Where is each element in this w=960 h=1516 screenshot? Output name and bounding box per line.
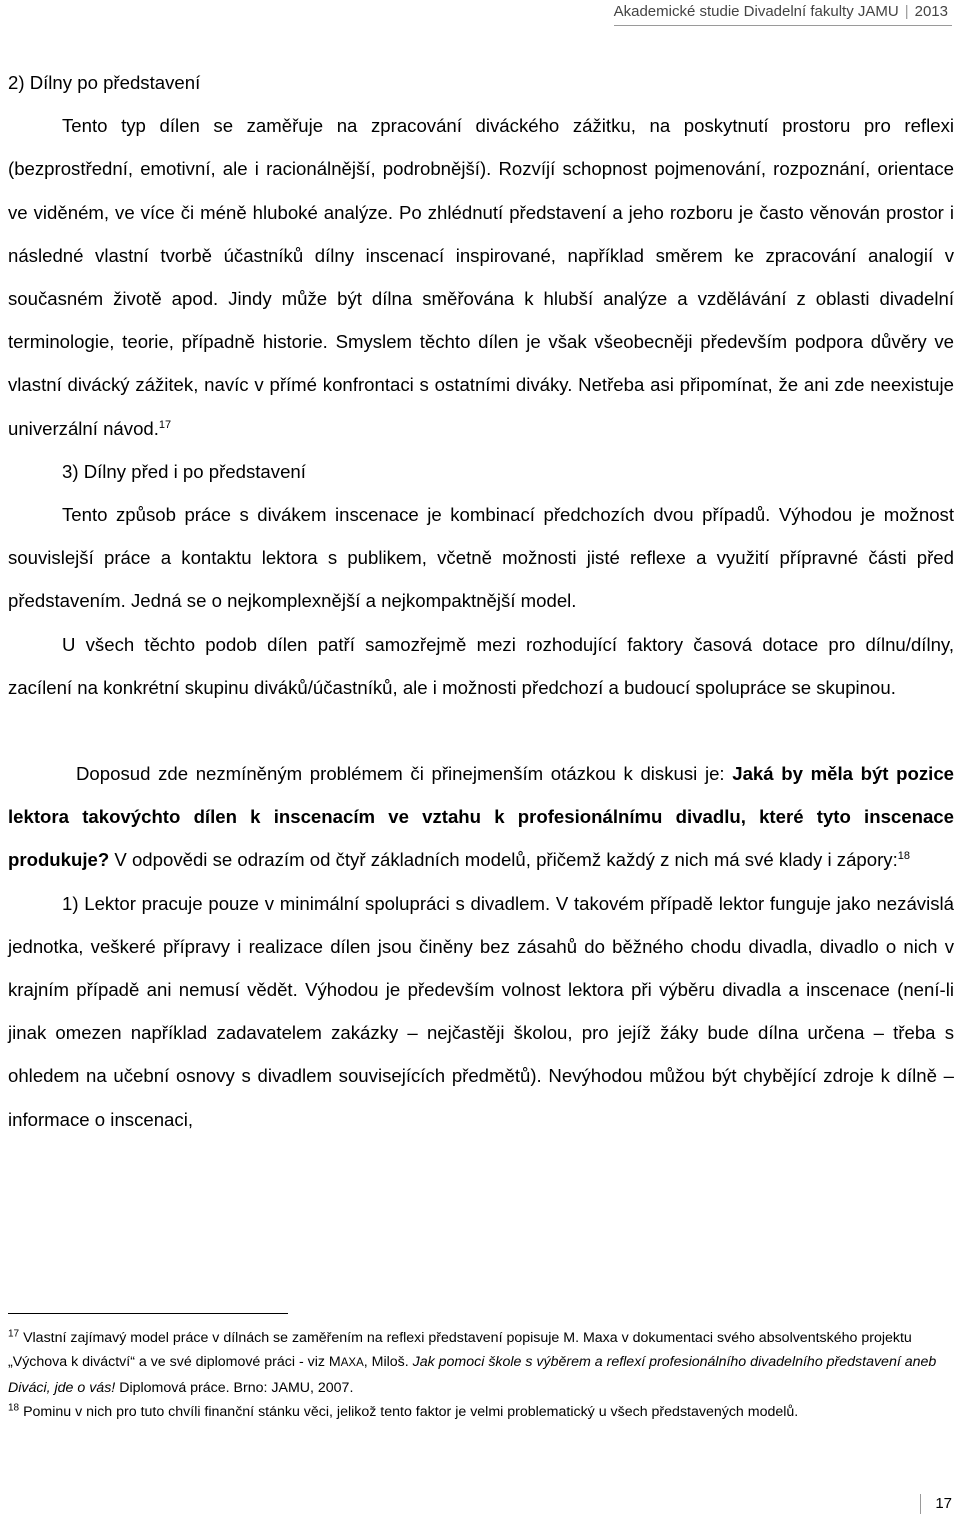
- section-heading-2: 2) Dílny po představení: [8, 72, 201, 93]
- journal-year: 2013: [914, 3, 948, 20]
- model-1-paragraph: 1) Lektor pracuje pouze v minimální spolupráci s divadlem. V takovém případě lektor funguje jako nezávislá jednotka, veškeré přípravy i realizace dílen jsou činěny bez zásahů do běžného chodu divadla, divadlo o nich v krajním případě ani nemusí vědět. Výhodou je především volnost lektora při výběru divadla a inscenace (není-li jinak omezen například zadavatelem zakázky – nejčastěji školou, pro jejíž žáky bude dílna určena – třeba s ohledem na učební osnovy s divadlem souvisejících předmětů). Nevýhodou můžou být chybějící zdroje k dílně – informace o inscenaci,: [8, 892, 954, 1130]
- journal-title: Akademické studie Divadelní fakulty JAMU: [613, 3, 899, 20]
- main-text: [8, 61, 954, 1141]
- factors-paragraph: U všech těchto podob dílen patří samozřejmě mezi rozhodující faktory časová dotace pro dílnu/dílny, zacílení na konkrétní skupinu diváků/účastníků, ale i možnosti předchozí a budoucí spolupráce se skupinou.: [8, 633, 954, 698]
- key-question: Jaká by měla být pozice lektora takovýchto dílen k inscenacím ve vztahu k profesionálnímu divadlu, které tyto inscenace produkuje?: [8, 763, 955, 871]
- question-paragraph: Doposud zde nezmíněným problémem či přinejmenším otázkou k diskusi je: Jaká by měla být pozice lektora takovýchto dílen k inscenacím ve vztahu k profesionálnímu divadlu, které tyto inscenace produkuje? V odpovědi se odrazím od čtyř základních modelů, přičemž každý z nich má své klady i zápory:$^{18}$: [8, 763, 955, 871]
- section-paragraph-2: Tento typ dílen se zaměřuje na zpracování diváckého zážitku, na poskytnutí prostoru pro reflexi (bezprostřední, emotivní, ale i racionálnější, podrobnější). Rozvíjí schopnost pojmenování, rozpoznání, orientace ve viděném, ve více či méně hluboké analýze. Po zhlédnutí představení a jeho rozboru je často věnován prostor i následné vlastní tvorbě účastníků dílny inscenací inspirované, například směrem ke zpracování analogií v současném životě apod. Jindy může být dílna směřována k hlubší analýze a vzdělávání z oblasti divadelní terminologie, teorie, případně historie. Smyslem těchto dílen je však všeobecněji především podpora důvěry ve vlastní divácký zážitek, navíc v přímé konfrontaci s ostatními diváky. Netřeba asi připomínat, že ani zde neexistuje univerzální návod.$^{17}$: [8, 115, 954, 439]
- footnote-18: $^{18}$ Pominu v nich pro tuto chvíli finanční stánku věci, jelikož tento faktor je velmi problematický u všech představených modelů.: [8, 1402, 799, 1421]
- running-header: [614, 0, 952, 26]
- header-separator: |: [904, 3, 909, 20]
- footnote-ref-17[interactable]: 17: [158, 418, 172, 431]
- footnotes: [8, 1326, 954, 1425]
- section-heading-3: 3) Dílny před i po představení: [62, 460, 306, 482]
- footnote-separator: [8, 1313, 288, 1314]
- section-paragraph-3: Tento způsob práce s divákem inscenace je kombinací předchozích dvou případů. Výhodou je možnost souvislejší práce a kontaktu lektora s publikem, včetně možnosti jisté reflexe a využití přípravné části před představením. Jedná se o nejkomplexnější a nejkompaktnější model.: [8, 504, 954, 612]
- footnote-17: $^{17}$ Vlastní zajímavý model práce v dílnách se zaměřením na reflexi představení popisuje M. Maxa v dokumentaci svého absolventského projektu „Výchova k diváctví“ a ve své diplomové práci - viz MAXA, Miloš. Jak pomoci škole s výběrem a reflexí profesionálního divadelního představení aneb Diváci, jde o vás! Diplomová práce. Brno: JAMU, 2007.: [8, 1328, 937, 1396]
- footnote-ref-18[interactable]: 18: [897, 850, 911, 863]
- page-number: 17: [920, 1494, 952, 1514]
